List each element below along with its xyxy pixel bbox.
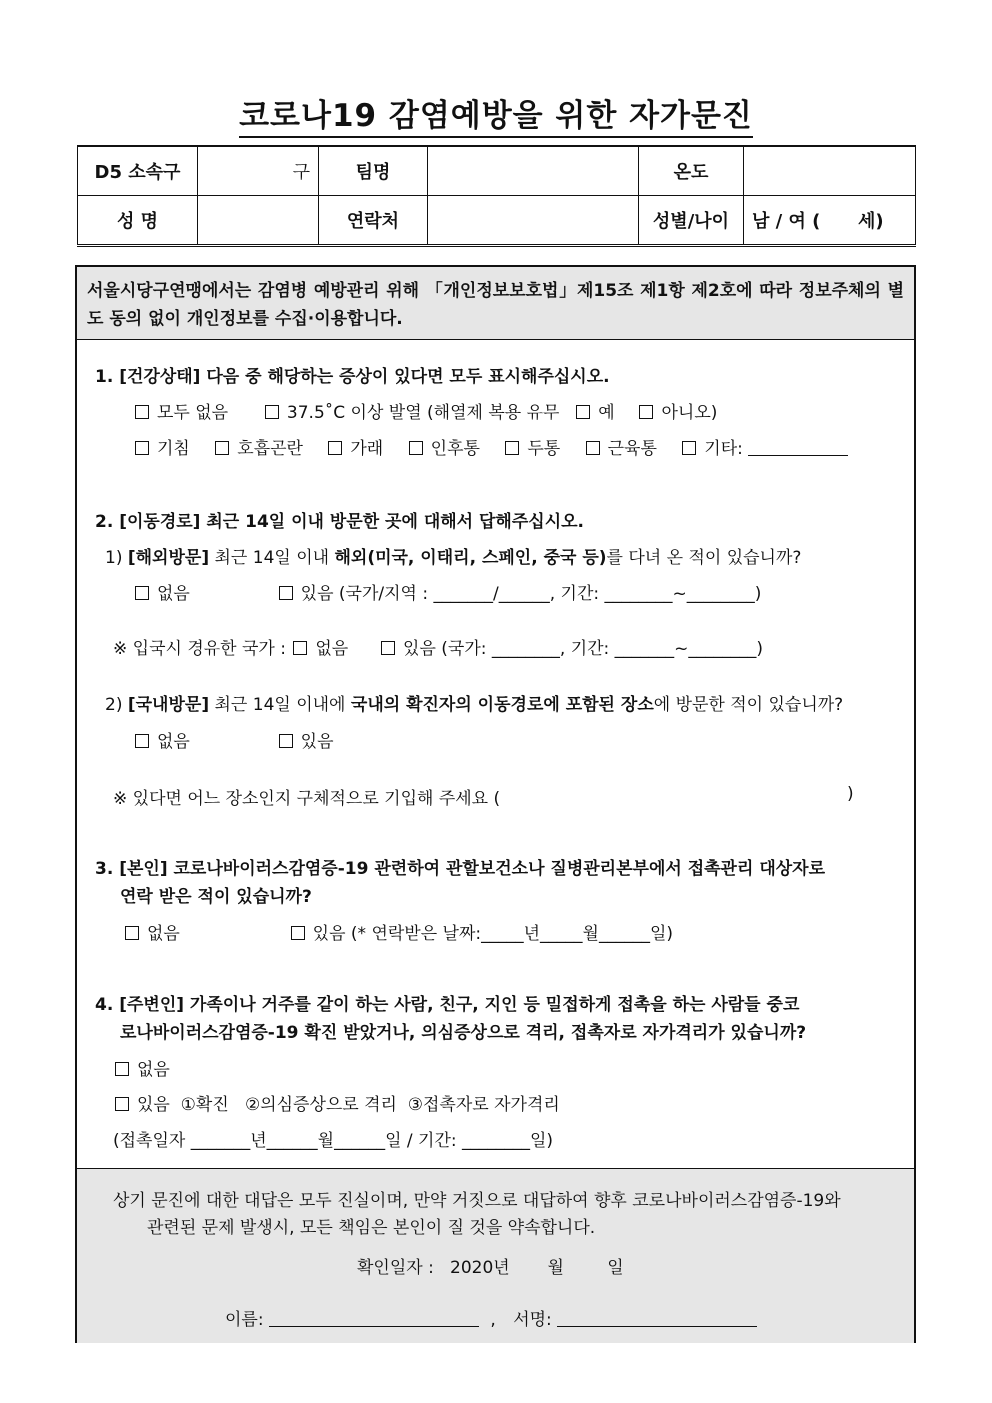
overseas-yes-checkbox[interactable] xyxy=(279,586,293,600)
signature-row: 이름: , 서명: xyxy=(225,1305,757,1330)
q2-domestic-question: 2) [국내방문] 최근 14일 이내에 국내의 확진자의 이동경로에 포함된 장소에 방문한 적이 있습니까? xyxy=(105,695,844,715)
name-label: 성 명 xyxy=(78,196,198,246)
q1-options-row1: 모두 없음 37.5˚C 이상 발열 (해열제 복용 유무 예 아니오) xyxy=(135,398,717,423)
q4-title: 4. [주변인] 가족이나 거주를 같이 하는 사람, 친구, 지인 등 밀접하게 접촉을 하는 사람들 중코 xyxy=(95,995,800,1015)
q4-contact-date: (접촉일자 _______년______월______일 / 기간: ________일) xyxy=(113,1131,554,1151)
q3-title: 3. [본인] 코로나바이러스감염증-19 관련하여 관할보건소나 질병관리본부에서 접촉관리 대상자로 xyxy=(95,859,826,879)
confirm-date: 확인일자 : 2020년 월 일 xyxy=(357,1258,624,1278)
headache-checkbox[interactable] xyxy=(505,441,519,455)
district-label: D5 소속구 xyxy=(78,146,198,196)
temperature-field[interactable] xyxy=(744,146,916,196)
q4-none-checkbox[interactable] xyxy=(115,1062,129,1076)
other-checkbox[interactable] xyxy=(682,441,696,455)
dyspnea-checkbox[interactable] xyxy=(215,441,229,455)
q4-yes-row: 있음 ①확진 ②의심증상으로 격리 ③접촉자로 자가격리 xyxy=(115,1090,560,1115)
cough-checkbox[interactable] xyxy=(135,441,149,455)
q2-place-close: ) xyxy=(847,784,854,804)
q2-title: 2. [이동경로] 최근 14일 이내 방문한 곳에 대해서 답해주십시오. xyxy=(95,512,584,532)
q4-yes-checkbox[interactable] xyxy=(115,1097,129,1111)
name-field[interactable] xyxy=(198,196,319,246)
q1-no-checkbox[interactable] xyxy=(639,405,653,419)
q2-transit-row: ※ 입국시 경유한 국가 : 없음 있음 (국가: ________, 기간: _______~________) xyxy=(113,639,764,659)
declaration-line1: 상기 문진에 대한 대답은 모두 진실이며, 만약 거짓으로 대답하여 향후 코로나바이러스감염증-19와 xyxy=(113,1191,841,1211)
contact-field[interactable] xyxy=(428,196,639,246)
q2-domestic-options: 없음 있음 xyxy=(135,727,334,752)
q3-options: 없음 있음 (* 연락받은 날짜:_____년_____월______일) xyxy=(125,919,673,944)
temperature-label: 온도 xyxy=(639,146,744,196)
q1-fever-checkbox[interactable] xyxy=(265,405,279,419)
signature-field[interactable] xyxy=(557,1310,757,1327)
domestic-none-checkbox[interactable] xyxy=(135,734,149,748)
q2-overseas-question: 1) [해외방문] 최근 14일 이내 해외(미국, 이태리, 스페인, 중국 등)를 다녀 온 적이 있습니까? xyxy=(105,548,802,568)
domestic-yes-checkbox[interactable] xyxy=(279,734,293,748)
declaration-footer xyxy=(77,1168,914,1343)
name-signature-field[interactable] xyxy=(269,1310,479,1327)
sore-throat-checkbox[interactable] xyxy=(409,441,423,455)
team-field[interactable] xyxy=(428,146,639,196)
q4-none-row: 없음 xyxy=(115,1055,170,1080)
transit-yes-checkbox[interactable] xyxy=(381,641,395,655)
personal-info-table xyxy=(77,145,916,247)
declaration-line2: 관련된 문제 발생시, 모든 책임은 본인이 질 것을 약속합니다. xyxy=(147,1218,596,1238)
gender-age-field[interactable]: 남 / 여 ( 세) xyxy=(744,196,916,246)
q2-overseas-options: 없음 있음 (국가/지역 : _______/______, 기간: ________~________) xyxy=(135,579,761,604)
page-title: 코로나19 감염예방을 위한 자가문진 xyxy=(0,90,992,135)
q1-yes-checkbox[interactable] xyxy=(576,405,590,419)
privacy-notice: 서울시당구연맹에서는 감염병 예방관리 위해 「개인정보보호법」제15조 제1항 제2호에 따라 정보주체의 별도 동의 없이 개인정보를 수집·이용합니다. xyxy=(77,267,914,340)
q2-place-note: ※ 있다면 어느 장소인지 구체적으로 기입해 주세요 ( xyxy=(113,789,501,809)
q3-title-cont: 연락 받은 적이 있습니까? xyxy=(120,887,312,907)
phlegm-checkbox[interactable] xyxy=(328,441,342,455)
contact-label: 연락처 xyxy=(319,196,428,246)
q1-none-checkbox[interactable] xyxy=(135,405,149,419)
transit-none-checkbox[interactable] xyxy=(293,641,307,655)
q4-title-cont: 로나바이러스감염증-19 확진 받았거나, 의심증상으로 격리, 접촉자로 자가격리가 있습니까? xyxy=(120,1023,807,1043)
q1-title: 1. [건강상태] 다음 중 해당하는 증상이 있다면 모두 표시해주십시오. xyxy=(95,367,610,387)
q1-options-row2: 기침 호흡곤란 가래 인후통 두통 근육통 기타: xyxy=(135,434,848,459)
district-field[interactable]: 구 xyxy=(198,146,319,196)
gender-age-label: 성별/나이 xyxy=(639,196,744,246)
questionnaire-box xyxy=(75,265,916,1343)
muscle-ache-checkbox[interactable] xyxy=(586,441,600,455)
q3-yes-checkbox[interactable] xyxy=(291,926,305,940)
team-label: 팀명 xyxy=(319,146,428,196)
overseas-none-checkbox[interactable] xyxy=(135,586,149,600)
other-symptom-field[interactable] xyxy=(748,439,848,456)
q3-none-checkbox[interactable] xyxy=(125,926,139,940)
